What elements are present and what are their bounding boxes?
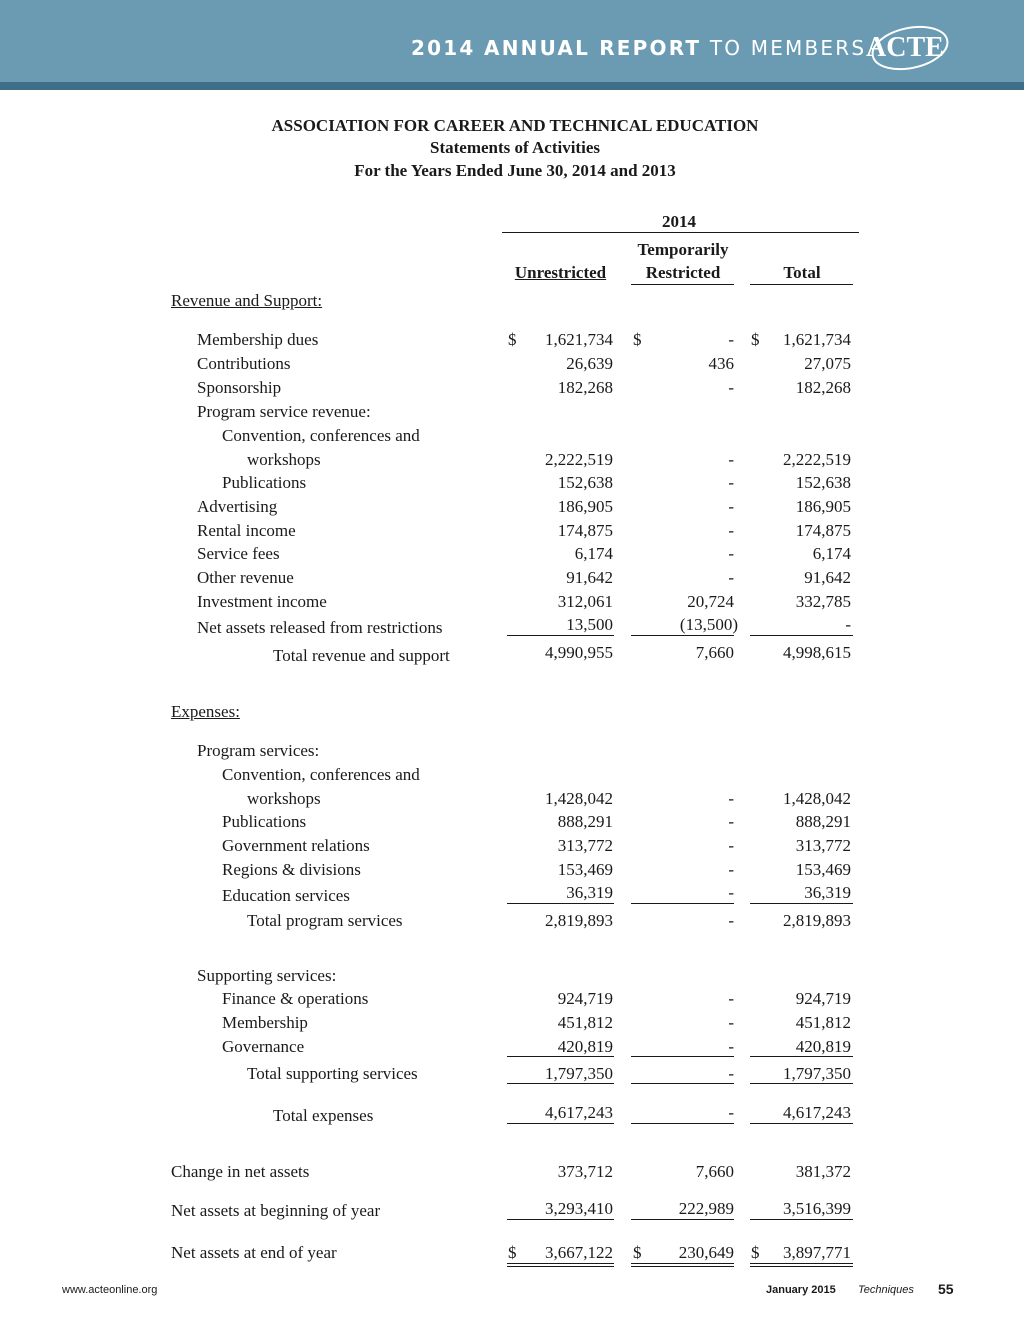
convention-revenue-temp: - (728, 450, 734, 469)
convention-expense-temp: - (728, 789, 734, 808)
publications-expense-total: 888,291 (795, 812, 851, 831)
subtotal-rule (507, 1083, 614, 1084)
footer-website[interactable]: www.acteonline.org (62, 1284, 158, 1296)
total-header-rule (750, 284, 853, 285)
organization-name: ASSOCIATION FOR CAREER AND TECHNICAL EDUCATION (271, 116, 759, 135)
service-fees-unrestricted: 6,174 (574, 544, 613, 563)
banner-to-members: TO MEMBERS (709, 36, 867, 60)
net-assets-end-total: 3,897,771 (783, 1243, 851, 1262)
currency-sign: $ (751, 1243, 760, 1262)
total-program-services-label: Total program services (247, 911, 403, 930)
total-program-services-total: 2,819,893 (783, 911, 851, 930)
total-supporting-services-temp: - (728, 1064, 734, 1083)
finance-operations-label: Finance & operations (222, 989, 369, 1008)
program-services-label: Program services: (197, 741, 320, 760)
regions-divisions-temp: - (728, 860, 734, 879)
double-rule (750, 1266, 853, 1267)
subtotal-rule (507, 1056, 614, 1057)
temp-header-rule (631, 284, 734, 285)
convention-expense-label-line2: workshops (247, 789, 321, 808)
net-assets-end-temp: 230,649 (678, 1243, 734, 1262)
education-services-temp: - (728, 883, 734, 902)
currency-sign: $ (508, 1243, 517, 1262)
publications-revenue-unrestricted: 152,638 (557, 473, 613, 492)
sponsorship-total: 182,268 (795, 378, 851, 397)
convention-expense-label-line1: Convention, conferences and (222, 765, 420, 784)
year-header-rule (502, 232, 859, 233)
other-revenue-unrestricted: 91,642 (566, 568, 613, 587)
rental-income-label: Rental income (197, 521, 296, 540)
contributions-temp: 436 (708, 354, 734, 373)
net-assets-released-temp: (13,500) (679, 615, 738, 634)
sponsorship-temp: - (728, 378, 734, 397)
contributions-total: 27,075 (804, 354, 851, 373)
advertising-unrestricted: 186,905 (557, 497, 613, 516)
membership-dues-unrestricted: 1,621,734 (545, 330, 613, 349)
education-services-unrestricted: 36,319 (566, 883, 613, 902)
subtotal-rule (750, 903, 853, 904)
net-assets-beginning-label: Net assets at beginning of year (171, 1201, 381, 1220)
advertising-temp: - (728, 497, 734, 516)
total-revenue-temp: 7,660 (695, 643, 734, 662)
currency-sign: $ (751, 330, 760, 349)
column-unrestricted: Unrestricted (514, 263, 607, 282)
supporting-services-label: Supporting services: (197, 966, 337, 985)
subtotal-rule (631, 635, 734, 636)
rental-income-unrestricted: 174,875 (557, 521, 613, 540)
subtotal-rule (507, 635, 614, 636)
double-rule (631, 1266, 734, 1267)
service-fees-temp: - (728, 544, 734, 563)
revenue-section-heading: Revenue and Support: (171, 291, 323, 310)
subtotal-rule (631, 1083, 734, 1084)
convention-revenue-total: 2,222,519 (783, 450, 851, 469)
governance-label: Governance (222, 1037, 305, 1056)
education-services-label: Education services (222, 886, 350, 905)
service-fees-label: Service fees (197, 544, 280, 563)
finance-operations-total: 924,719 (795, 989, 851, 1008)
double-rule (631, 1263, 734, 1264)
regions-divisions-label: Regions & divisions (222, 860, 361, 879)
subtotal-rule (631, 1219, 734, 1220)
subtotal-rule (750, 1083, 853, 1084)
column-temp-line1: Temporarily (637, 240, 729, 259)
net-assets-end-unrestricted: 3,667,122 (545, 1243, 613, 1262)
publications-revenue-total: 152,638 (795, 473, 851, 492)
total-expenses-label: Total expenses (273, 1106, 374, 1125)
government-relations-temp: - (728, 836, 734, 855)
change-net-assets-label: Change in net assets (171, 1162, 310, 1181)
net-assets-released-unrestricted: 13,500 (566, 615, 613, 634)
membership-expense-temp: - (728, 1013, 734, 1032)
change-net-assets-total: 381,372 (795, 1162, 851, 1181)
publications-expense-unrestricted: 888,291 (557, 812, 613, 831)
convention-expense-total: 1,428,042 (783, 789, 851, 808)
regions-divisions-total: 153,469 (795, 860, 851, 879)
government-relations-label: Government relations (222, 836, 370, 855)
governance-temp: - (728, 1037, 734, 1056)
subtotal-rule (507, 1219, 614, 1220)
total-expenses-temp: - (728, 1103, 734, 1122)
subtotal-rule (507, 1123, 614, 1124)
convention-revenue-unrestricted: 2,222,519 (545, 450, 613, 469)
net-assets-beginning-temp: 222,989 (678, 1199, 734, 1218)
total-program-services-temp: - (728, 911, 734, 930)
statement-period: For the Years Ended June 30, 2014 and 2013 (354, 161, 676, 180)
footer-issue: January 2015 (766, 1284, 836, 1296)
subtotal-rule (631, 1056, 734, 1057)
governance-total: 420,819 (795, 1037, 851, 1056)
convention-revenue-label-line2: workshops (247, 450, 321, 469)
publications-expense-temp: - (728, 812, 734, 831)
currency-sign: $ (633, 330, 642, 349)
total-supporting-services-total: 1,797,350 (783, 1064, 851, 1083)
change-net-assets-unrestricted: 373,712 (557, 1162, 613, 1181)
acte-logo-text: ACTE (866, 32, 944, 63)
net-assets-released-label: Net assets released from restrictions (197, 618, 443, 637)
banner-divider (0, 82, 1024, 90)
net-assets-released-total: - (845, 615, 851, 634)
finance-operations-unrestricted: 924,719 (557, 989, 613, 1008)
subtotal-rule (750, 1123, 853, 1124)
service-fees-total: 6,174 (812, 544, 851, 563)
total-supporting-services-unrestricted: 1,797,350 (545, 1064, 613, 1083)
statement-title: Statements of Activities (430, 138, 600, 157)
total-program-services-unrestricted: 2,819,893 (545, 911, 613, 930)
subtotal-rule (507, 903, 614, 904)
advertising-label: Advertising (197, 497, 278, 516)
advertising-total: 186,905 (795, 497, 851, 516)
currency-sign: $ (508, 330, 517, 349)
total-revenue-label: Total revenue and support (273, 646, 450, 665)
subtotal-rule (631, 1123, 734, 1124)
convention-revenue-label-line1: Convention, conferences and (222, 426, 420, 445)
column-temp-line2: Restricted (645, 263, 721, 282)
footer-page-number: 55 (938, 1281, 954, 1297)
total-revenue-unrestricted: 4,990,955 (545, 643, 613, 662)
convention-expense-unrestricted: 1,428,042 (545, 789, 613, 808)
membership-dues-total: 1,621,734 (783, 330, 851, 349)
governance-unrestricted: 420,819 (557, 1037, 613, 1056)
education-services-total: 36,319 (804, 883, 851, 902)
footer-publication: Techniques (858, 1284, 914, 1296)
double-rule (507, 1266, 614, 1267)
column-total: Total (783, 263, 821, 282)
sponsorship-label: Sponsorship (197, 378, 282, 397)
acte-logo (862, 22, 954, 74)
publications-revenue-label: Publications (222, 473, 307, 492)
net-assets-beginning-total: 3,516,399 (783, 1199, 851, 1218)
other-revenue-label: Other revenue (197, 568, 294, 587)
rental-income-total: 174,875 (795, 521, 851, 540)
subtotal-rule (631, 903, 734, 904)
subtotal-rule (750, 635, 853, 636)
membership-expense-unrestricted: 451,812 (557, 1013, 613, 1032)
net-assets-beginning-unrestricted: 3,293,410 (545, 1199, 613, 1218)
subtotal-rule (750, 1219, 853, 1220)
net-assets-end-label: Net assets at end of year (171, 1243, 337, 1262)
subtotal-rule (750, 1056, 853, 1057)
other-revenue-temp: - (728, 568, 734, 587)
investment-income-temp: 20,724 (687, 592, 734, 611)
double-rule (750, 1263, 853, 1264)
total-expenses-unrestricted: 4,617,243 (545, 1103, 613, 1122)
change-net-assets-temp: 7,660 (695, 1162, 734, 1181)
regions-divisions-unrestricted: 153,469 (557, 860, 613, 879)
investment-income-unrestricted: 312,061 (557, 592, 613, 611)
banner-title (411, 36, 866, 60)
investment-income-label: Investment income (197, 592, 327, 611)
banner-year: 2014 (411, 36, 476, 60)
membership-expense-label: Membership (222, 1013, 308, 1032)
publications-revenue-temp: - (728, 473, 734, 492)
column-year-header: 2014 (662, 212, 696, 231)
expenses-section-heading: Expenses: (171, 702, 240, 721)
rental-income-temp: - (728, 521, 734, 540)
finance-operations-temp: - (728, 989, 734, 1008)
other-revenue-total: 91,642 (804, 568, 851, 587)
membership-expense-total: 451,812 (795, 1013, 851, 1032)
membership-dues-temp: - (728, 330, 734, 349)
double-rule (507, 1263, 614, 1264)
total-expenses-total: 4,617,243 (783, 1103, 851, 1122)
membership-dues-label: Membership dues (197, 330, 319, 349)
government-relations-unrestricted: 313,772 (557, 836, 613, 855)
currency-sign: $ (633, 1243, 642, 1262)
contributions-label: Contributions (197, 354, 291, 373)
publications-expense-label: Publications (222, 812, 307, 831)
total-supporting-services-label: Total supporting services (247, 1064, 418, 1083)
government-relations-total: 313,772 (795, 836, 851, 855)
total-revenue-total: 4,998,615 (783, 643, 851, 662)
program-service-revenue-label: Program service revenue: (197, 402, 371, 421)
investment-income-total: 332,785 (795, 592, 851, 611)
sponsorship-unrestricted: 182,268 (557, 378, 613, 397)
contributions-unrestricted: 26,639 (566, 354, 613, 373)
banner-annual-report: ANNUAL REPORT (484, 36, 702, 60)
